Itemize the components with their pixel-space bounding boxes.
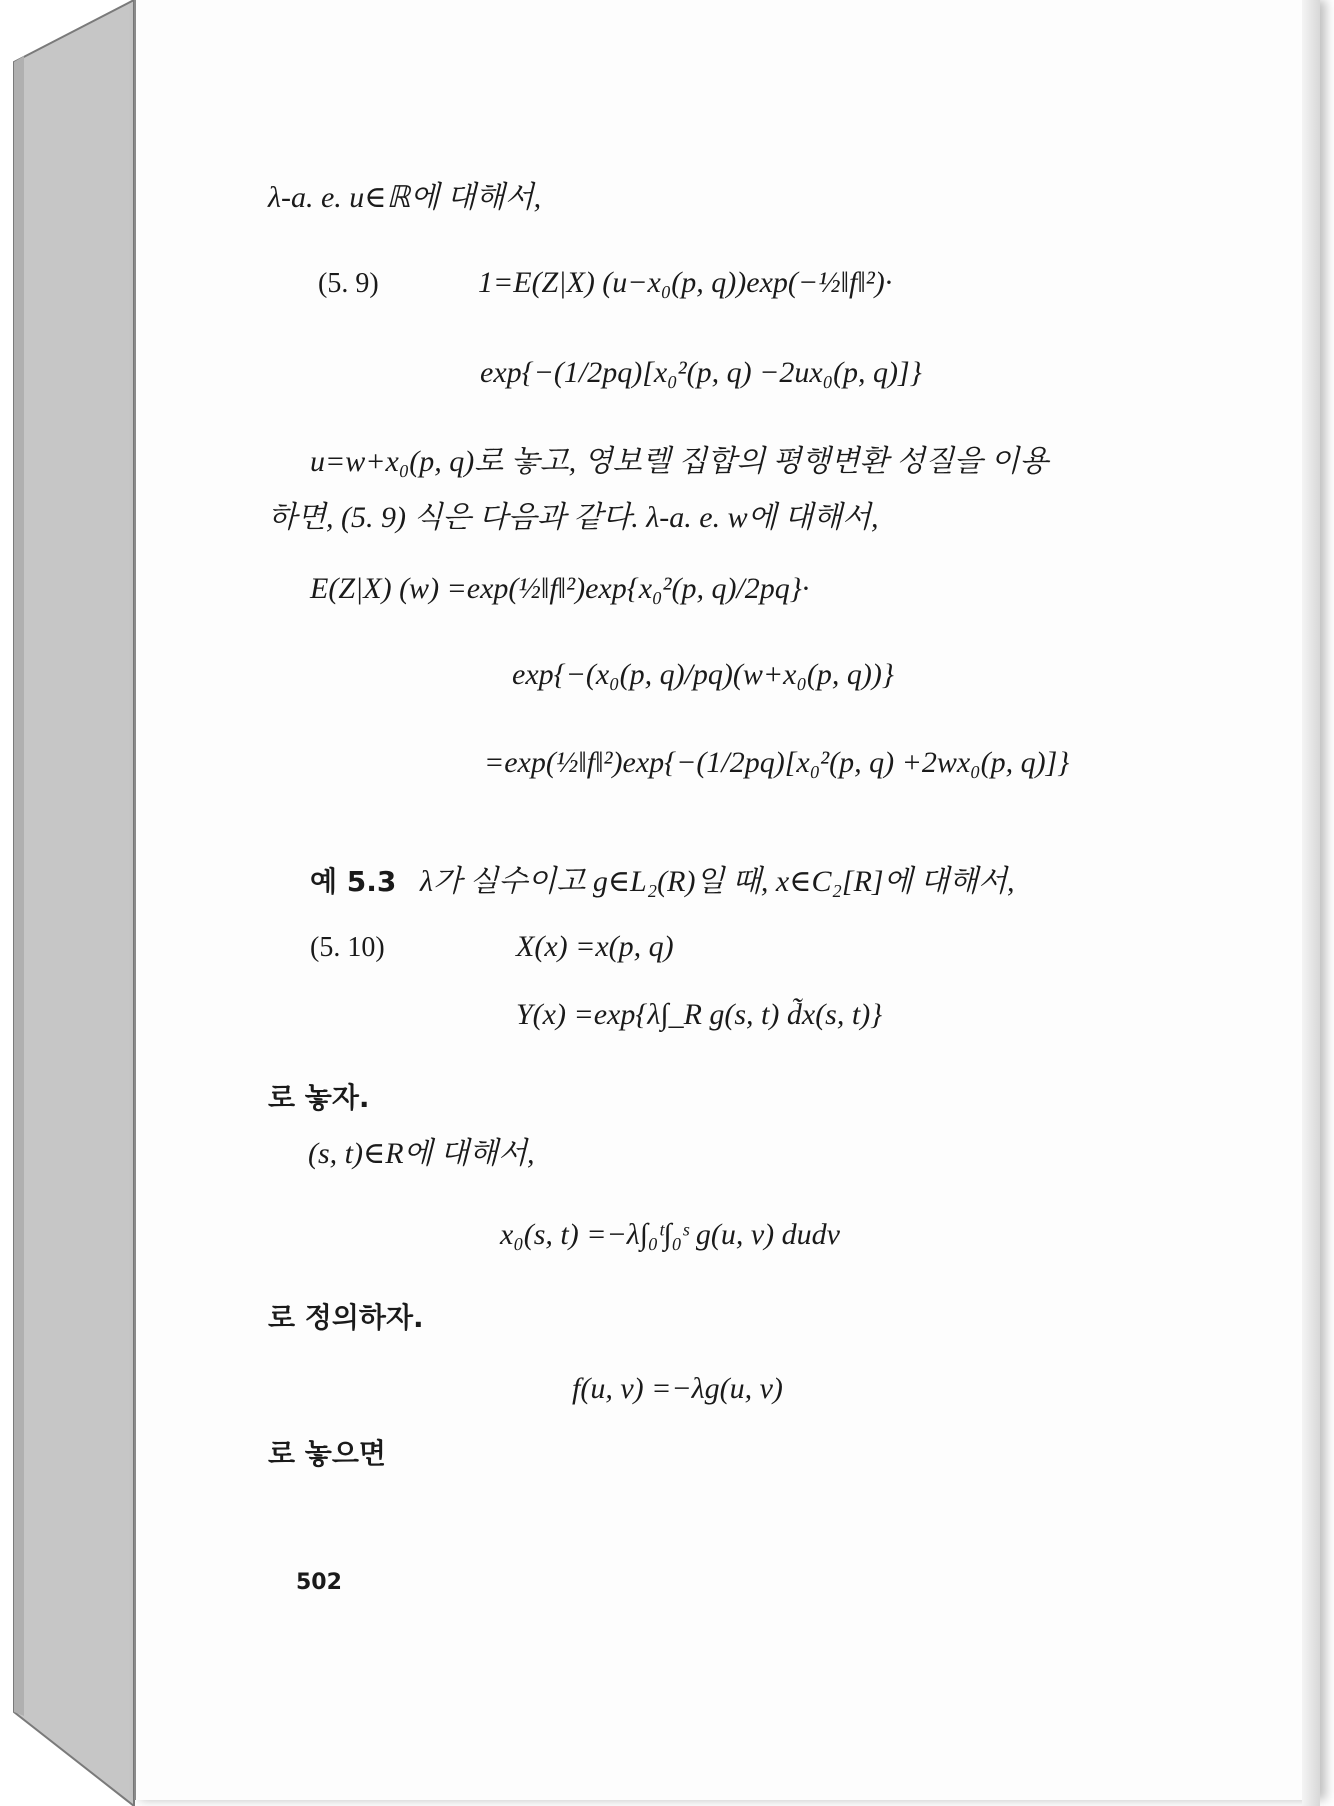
equation-a-line-2: exp{−(x₀(p, q)/pq)(w+x₀(p, q))}: [512, 658, 894, 691]
equation-number-5-9: (5. 9): [318, 268, 379, 299]
paragraph-2-line-1-content: u=w+x₀(p, q)로 놓고, 영보렐 집합의 평행변환 성질을 이용: [310, 445, 1049, 478]
equation-a-line-1: E(Z|X) (w) =exp(½‖f‖²)exp{x₀²(p, q)/2pq}·: [310, 572, 810, 605]
equation-a-line-3: =exp(½‖f‖²)exp{−(1/2pq)[x₀²(p, q) +2wx₀(p, q)]}: [484, 746, 1070, 779]
text-let: [268, 1078, 370, 1118]
text-line-1: [268, 178, 541, 218]
example-label: 예 5.3: [310, 865, 397, 898]
paragraph-2-line-2-content: 하면, (5. 9) 식은 다음과 같다. λ-a. e. w에 대해서,: [268, 501, 879, 534]
text-then-content: 로 놓으면: [268, 1437, 386, 1470]
equation-f: f(u, v) =−λg(u, v): [572, 1372, 783, 1405]
equation-x0: x₀(s, t) =−λ∫₀ᵗ∫₀ˢ g(u, v) dudv: [500, 1218, 840, 1251]
book-spine: [0, 0, 140, 1806]
example-5-3: [310, 862, 1015, 902]
example-text: λ가 실수이고 g∈L₂(R)일 때, x∈C₂[R]에 대해서,: [419, 865, 1015, 898]
equation-5-10-line-2: Y(x) =exp{λ∫_R g(s, t) d̃x(s, t)}: [516, 998, 883, 1031]
equation-5-10-line-1: X(x) =x(p, q): [516, 930, 674, 963]
page-number: 502: [296, 1570, 342, 1595]
text-define-content: 로 정의하자.: [268, 1301, 424, 1334]
text-st: [308, 1134, 534, 1174]
page-edge: [1302, 0, 1320, 1806]
text-let-content: 로 놓자.: [268, 1081, 370, 1114]
equation-5-9-line-1: 1=E(Z|X) (u−x₀(p, q))exp(−½‖f‖²)·: [478, 266, 893, 299]
equation-5-9-line-2: exp{−(1/2pq)[x₀²(p, q) −2ux₀(p, q)]}: [480, 356, 922, 389]
text-st-content: (s, t)∈R에 대해서,: [308, 1137, 535, 1170]
text-line-1-content: λ-a. e. u∈ℝ에 대해서,: [268, 181, 542, 214]
paragraph-2-line-2: [268, 498, 879, 538]
text-define: [268, 1298, 424, 1338]
text-then: [268, 1434, 386, 1474]
paragraph-2-line-1: [310, 442, 1048, 482]
equation-number-5-10: (5. 10): [310, 932, 385, 963]
